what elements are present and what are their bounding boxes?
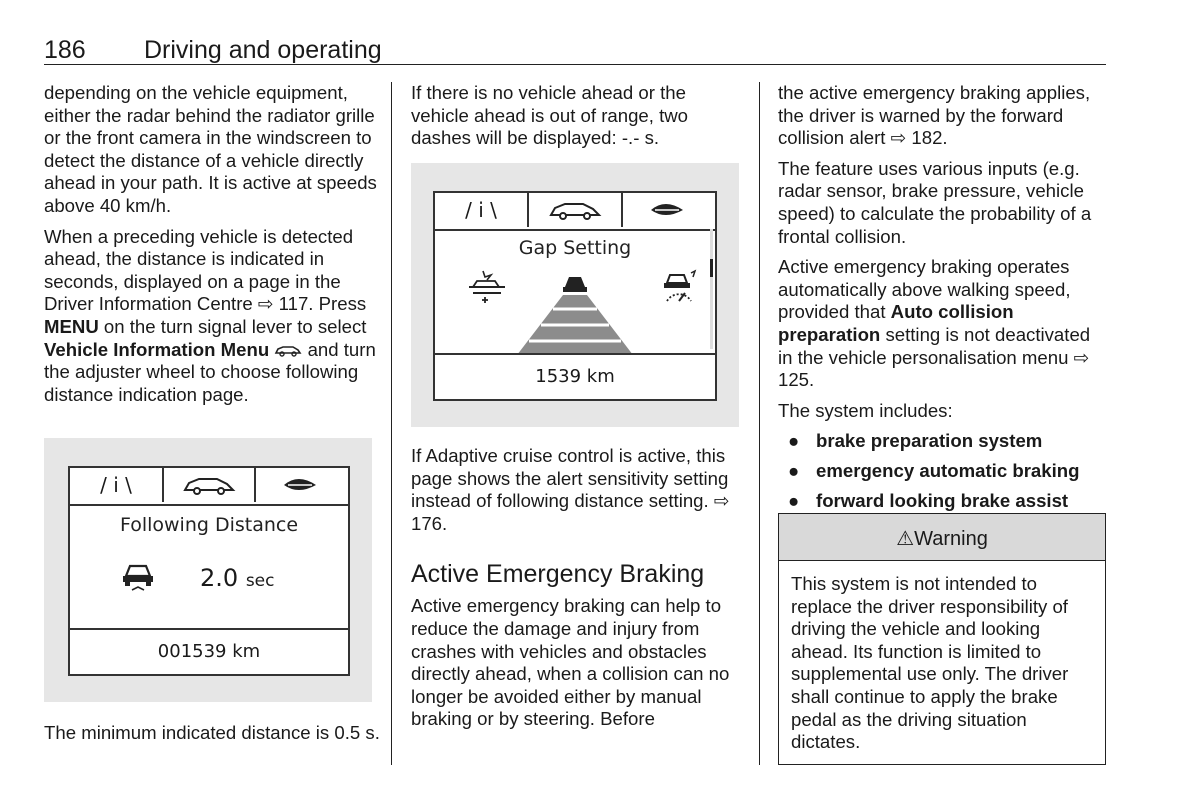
paragraph: The system includes: — [778, 399, 953, 421]
warning-box — [778, 513, 1106, 765]
list-item-text: brake preparation system — [816, 430, 1043, 452]
paragraph: depending on the vehicle equipment, either the radar behind the radiator grille or the front camera in the windscreen to detect the distance of a vehicle directly ahead in your path. It is active at speeds above 40 km/h. — [44, 82, 377, 216]
text: Active emergency braking operates automatically above walking speed, provided that — [778, 256, 1071, 323]
dic-tabs — [435, 193, 715, 231]
paragraph: If Adaptive cruise control is active, this page shows the alert sensitivity setting instead of following distance setting. ⇨ 176. — [411, 445, 730, 534]
setting-name: Auto collision preparation — [778, 301, 1014, 345]
column-2 — [411, 82, 741, 158]
scrollbar-track — [710, 229, 713, 349]
list-item — [778, 490, 1108, 513]
page-reference-link[interactable]: ⇨ 117. — [257, 293, 314, 315]
menu-name: Vehicle Information Menu — [44, 338, 270, 360]
leaf-icon — [280, 475, 320, 495]
warning-icon: ⚠ — [896, 528, 915, 550]
list-item-text: emergency automatic braking — [816, 459, 1080, 481]
column-divider — [759, 82, 760, 765]
paragraph: If there is no vehicle ahead or the vehicle ahead is out of range, two dashes will be displayed: -.- s. — [411, 82, 689, 149]
column-1 — [44, 82, 380, 414]
distance-number: 2.0 — [200, 564, 239, 592]
paragraph — [44, 226, 380, 407]
list-item — [778, 430, 1108, 453]
column-1-bottom — [44, 722, 380, 753]
list-item-text: forward looking brake assist — [816, 489, 1069, 511]
text: Press — [313, 293, 367, 315]
paragraph: the active emergency braking applies, the driver is warned by the forward collision alert ⇨ 182. — [778, 82, 1091, 149]
paragraph: Active emergency braking can help to reduce the damage and injury from crashes with vehicles and obstacles directly ahead, when a collision can no longer be avoided either by manual braking or by steering. Before — [411, 595, 730, 730]
page-header — [44, 34, 1106, 65]
warning-header — [779, 514, 1105, 561]
odometer: 001539 km — [70, 628, 348, 674]
text: When a preceding vehicle is detected ahead, the distance is indicated in seconds, displayed on a page in the Driver Information Centre — [44, 225, 354, 315]
list-item — [778, 460, 1108, 483]
collision-alert-icon — [465, 269, 509, 305]
leaf-icon — [647, 200, 687, 220]
dic-screen — [433, 191, 717, 401]
distance-unit: sec — [245, 571, 275, 591]
speedometer-car-icon — [659, 269, 699, 305]
menu-button-name: MENU — [44, 315, 99, 337]
section-title: Driving and operating — [144, 36, 382, 64]
tab-vehicle-selected — [527, 193, 623, 227]
column-divider — [391, 82, 392, 765]
section-heading: Active Emergency Braking — [411, 560, 705, 589]
screen-title: Gap Setting — [518, 237, 632, 259]
scrollbar-thumb — [710, 259, 713, 277]
car-icon — [547, 198, 603, 222]
bullet: ● — [788, 489, 800, 511]
gap-lanes-graphic — [517, 273, 633, 355]
dic-screen — [68, 466, 350, 676]
paragraph: The feature uses various inputs (e.g. radar sensor, brake pressure, vehicle speed) to calculate the probability of a frontal collision. — [778, 157, 1092, 247]
odometer: 1539 km — [435, 353, 715, 399]
page-number: 186 — [44, 36, 86, 64]
tab-eco — [254, 468, 346, 502]
dic-tabs — [70, 468, 348, 506]
text: setting is not deactivated in the vehicle personalisation menu — [778, 323, 1091, 368]
column-2-bottom — [411, 445, 741, 739]
warning-title: Warning — [914, 528, 988, 550]
car-icon — [181, 473, 237, 497]
column-3 — [778, 82, 1108, 519]
tab-info: / i \ — [465, 198, 497, 222]
tab-vehicle-selected — [162, 468, 256, 502]
page-reference-link[interactable]: ⇨ 125. — [778, 346, 1090, 391]
bullet: ● — [788, 430, 800, 452]
tab-eco — [621, 193, 713, 227]
warning-text: This system is not intended to replace the driver responsibility of driving the vehicle and looking ahead. Its function is limited to supplemental use only. The driver shall continue to apply the brake pedal as the driving situation dictates. — [791, 573, 1069, 753]
tab-info: / i \ — [100, 473, 132, 497]
text: on the turn signal lever to select — [98, 315, 367, 337]
bullet: ● — [788, 459, 800, 481]
paragraph — [778, 256, 1108, 392]
screen-title: Following Distance — [119, 514, 299, 536]
display-illustration-following-distance — [44, 438, 372, 702]
text: and turn the adjuster wheel to choose following distance indication page. — [44, 338, 376, 405]
display-illustration-gap-setting — [411, 163, 739, 427]
paragraph: The minimum indicated distance is 0.5 s. — [44, 722, 380, 743]
vehicle-ahead-icon — [118, 560, 158, 594]
car-icon — [274, 343, 302, 357]
distance-value — [200, 564, 274, 592]
